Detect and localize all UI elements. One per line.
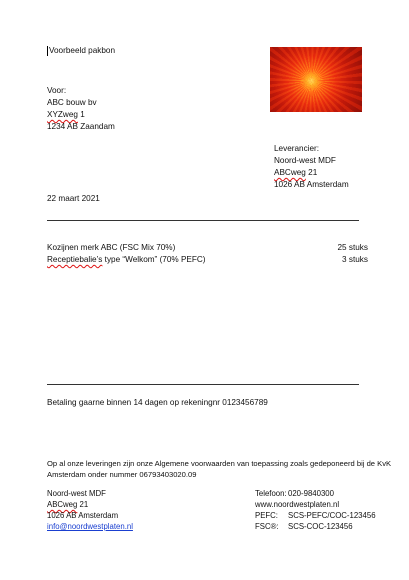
terms-line: Op al onze leveringen zijn onze Algemene voorwaarden van toepassing zoals gedeponeerd bij de KvK [47, 459, 392, 468]
flower-petals [270, 47, 362, 112]
document-title [47, 45, 115, 57]
footer-street-name: ABCweg [47, 500, 78, 509]
footer-website: www.noordwestplaten.nl [255, 500, 340, 509]
footer-street [47, 499, 133, 510]
item-description-rest: type “Welkom” (70% PEFC) [102, 255, 206, 264]
document-title-text: Voorbeeld pakbon [49, 46, 116, 55]
supplier-label: Leverancier: [274, 144, 320, 153]
supplier-name: Noord-west MDF [274, 156, 336, 165]
footer-street-number: 21 [77, 500, 89, 509]
recipient-street-number: 1 [77, 110, 85, 119]
items-list [47, 242, 368, 266]
item-quantity: 3 stuks [342, 255, 368, 264]
footer-email-link[interactable]: info@noordwestplaten.nl [47, 522, 133, 531]
supplier-postal-city: 1026 AB Amsterdam [274, 180, 349, 189]
footer-company-name: Noord-west MDF [47, 489, 106, 498]
divider-bottom [47, 384, 359, 385]
list-item [47, 254, 368, 266]
item-description: Kozijnen merk ABC (FSC Mix 70%) [47, 243, 176, 252]
list-item [47, 242, 368, 254]
supplier-street [274, 167, 349, 179]
footer-phone: Telefoon:020-9840300 [255, 489, 334, 498]
supplier-street-name: ABCweg [274, 168, 306, 177]
supplier-street-number: 21 [305, 168, 318, 177]
recipient-street [47, 109, 115, 121]
footer-right [255, 488, 376, 532]
payment-note: Betaling gaarne binnen 14 dagen op rekeningnr 0123456789 [47, 398, 268, 407]
flower-photo [270, 47, 362, 112]
footer-postal-city: 1026 AB Amsterdam [47, 511, 119, 520]
recipient-postal-city: 1234 AB Zaandam [47, 122, 115, 131]
footer-left [47, 488, 133, 532]
divider-top [47, 220, 359, 221]
recipient-label: Voor: [47, 86, 67, 95]
recipient-street-name: XYZweg [47, 110, 78, 119]
footer-pefc: PEFC: SCS-PEFC/COC-123456 [255, 511, 376, 520]
terms-line: Amsterdam onder nummer 06793403020.09 [47, 470, 197, 479]
terms-text [47, 458, 391, 480]
item-description: Receptiebalie’s [47, 255, 103, 264]
recipient-block [47, 85, 115, 133]
text-cursor [47, 46, 48, 56]
footer-fsc: FSC®: SCS-COC-123456 [255, 522, 353, 531]
item-quantity: 25 stuks [337, 243, 368, 252]
document-date: 22 maart 2021 [47, 194, 100, 203]
supplier-block [274, 143, 349, 191]
recipient-company: ABC bouw bv [47, 98, 97, 107]
